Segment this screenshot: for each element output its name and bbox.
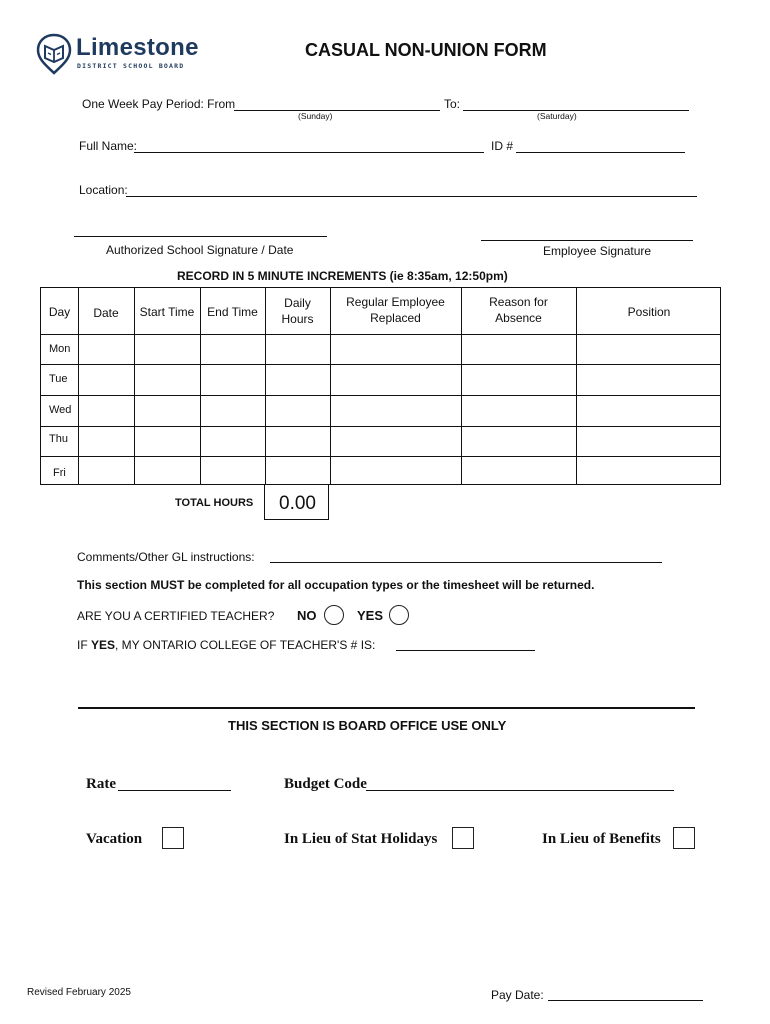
- must-note-emphasis: MUST: [150, 578, 185, 592]
- day-wed: Wed: [49, 404, 72, 416]
- comments-label: Comments/Other GL instructions:: [77, 550, 255, 564]
- pay-period-from-line[interactable]: [234, 110, 440, 111]
- location-line[interactable]: [126, 196, 697, 197]
- certified-question: ARE YOU A CERTIFIED TEACHER?: [77, 609, 275, 623]
- octn-label: [77, 638, 375, 652]
- rate-line[interactable]: [118, 790, 231, 791]
- must-complete-note: [77, 578, 594, 592]
- octn-line[interactable]: [396, 650, 535, 651]
- total-hours-value: 0.00: [279, 493, 316, 514]
- record-note: RECORD IN 5 MINUTE INCREMENTS (ie 8:35am, 12:50pm): [177, 269, 508, 283]
- school-signature-line[interactable]: [74, 236, 327, 237]
- header-start-time: Start Time: [139, 305, 195, 319]
- header-regular-line2: Replaced: [370, 311, 421, 325]
- pay-date-line[interactable]: [548, 1000, 703, 1001]
- full-name-label: Full Name:: [79, 139, 138, 153]
- must-note-part2: be completed for all occupation types or the timesheet will be returned.: [184, 578, 595, 592]
- header-daily-line1: Daily: [284, 296, 311, 310]
- budget-code-label: Budget Code: [284, 776, 367, 792]
- octn-part2: , MY ONTARIO COLLEGE OF TEACHER'S # IS:: [115, 638, 376, 652]
- pin-book-icon: [36, 33, 72, 75]
- revised-date: Revised February 2025: [27, 987, 131, 998]
- day-fri: Fri: [53, 467, 66, 479]
- header-reason-line1: Reason for: [489, 295, 548, 309]
- rate-label: Rate: [86, 776, 116, 792]
- pay-date-label: Pay Date:: [491, 988, 544, 1002]
- employee-signature-label: Employee Signature: [543, 244, 652, 258]
- total-hours-label: TOTAL HOURS: [175, 497, 254, 509]
- form-title: CASUAL NON-UNION FORM: [305, 40, 547, 60]
- header-regular-employee: [330, 294, 461, 326]
- pay-period-label: One Week Pay Period: From: [82, 97, 236, 111]
- from-hint: (Sunday): [298, 111, 333, 121]
- timesheet-table: [40, 287, 721, 485]
- full-name-line[interactable]: [134, 152, 484, 153]
- benefits-checkbox[interactable]: [673, 827, 695, 849]
- vacation-checkbox[interactable]: [162, 827, 184, 849]
- board-section-title: THIS SECTION IS BOARD OFFICE USE ONLY: [228, 718, 507, 733]
- header-end-time: End Time: [207, 305, 258, 319]
- header-regular-line1: Regular Employee: [346, 295, 445, 309]
- day-tue: Tue: [49, 373, 68, 385]
- school-signature-label: Authorized School Signature / Date: [106, 243, 294, 257]
- header-day: Day: [48, 305, 71, 319]
- header-daily-hours: [265, 295, 330, 327]
- logo-name: Limestone: [76, 34, 199, 61]
- stat-holidays-checkbox[interactable]: [452, 827, 474, 849]
- no-radio[interactable]: [324, 605, 344, 625]
- header-position: Position: [627, 305, 671, 319]
- header-reason-absence: [461, 294, 576, 326]
- pay-period-to-label: To:: [444, 97, 461, 111]
- id-label: ID #: [491, 139, 514, 153]
- header-reason-line2: Absence: [495, 311, 542, 325]
- header-date: Date: [93, 306, 119, 320]
- no-label: NO: [297, 608, 317, 623]
- board-section-divider: [78, 707, 695, 709]
- yes-label: YES: [357, 608, 384, 623]
- total-hours-box: [264, 485, 329, 520]
- day-mon: Mon: [49, 343, 71, 355]
- logo-subtitle: DISTRICT SCHOOL BOARD: [77, 62, 185, 70]
- must-note-part1: This section: [77, 578, 151, 592]
- header-daily-line2: Hours: [281, 312, 314, 326]
- comments-line[interactable]: [270, 562, 662, 563]
- to-hint: (Saturday): [537, 111, 577, 121]
- yes-radio[interactable]: [389, 605, 409, 625]
- benefits-label: In Lieu of Benefits: [542, 831, 661, 847]
- employee-signature-line[interactable]: [481, 240, 693, 241]
- budget-code-line[interactable]: [366, 790, 674, 791]
- logo: [36, 33, 199, 77]
- octn-emphasis: YES: [91, 638, 116, 652]
- vacation-label: Vacation: [86, 831, 143, 847]
- id-line[interactable]: [516, 152, 685, 153]
- location-label: Location:: [79, 183, 128, 197]
- octn-part1: IF: [77, 638, 91, 652]
- stat-holidays-label: In Lieu of Stat Holidays: [284, 831, 438, 847]
- day-thu: Thu: [49, 433, 68, 445]
